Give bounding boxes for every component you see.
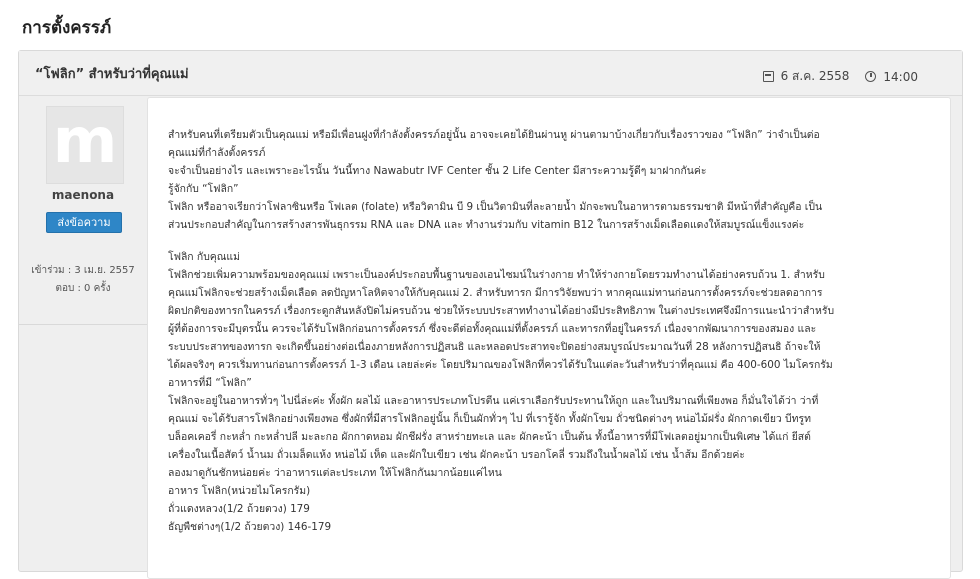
content-line: รู้จักกับ “โฟลิก” xyxy=(168,183,239,195)
send-message-button[interactable]: ส่งข้อความ xyxy=(46,212,122,233)
post-date: 6 ส.ค. 2558 xyxy=(780,69,850,83)
content-line: สำหรับคนที่เตรียมตัวเป็นคุณแม่ หรือมีเพื่อนฝูงที่กำลังตั้งครรภ์อยู่นั้น อาจจะเคยได้ยินผ่านหู ผ่านตามาบ้างเกี่ยวกับเรื่องราวของ “โฟลิก” ว่าจำเป็นต่อ xyxy=(168,129,820,141)
clock-icon xyxy=(865,71,876,82)
post-card xyxy=(18,50,963,572)
content-line: จะจำเป็นอย่างไร และเพราะอะไรนั้น วันนี้ทาง Nawabutr IVF Center ชั้น 2 Life Center มีสาระความรู้ดีๆ มาฝากกันค่ะ xyxy=(168,165,707,177)
content-line: โฟลิกช่วยเพิ่มความพร้อมของคุณแม่ เพราะเป็นองค์ประกอบพื้นฐานของเอนไซมน์ในร่างกาย ทำให้ร่างกายโดยรวมทำงานได้อย่างครบถ้วน 1. สำหรับ xyxy=(168,269,825,281)
content-line: ลองมาดูกันชักหน่อยค่ะ ว่าอาหารแต่ละประเภท ให้โฟลิกกันมากน้อยแค่ไหน xyxy=(168,467,502,479)
author-reply-count: ตอบ : 0 ครั้ง xyxy=(55,283,111,294)
post-content xyxy=(168,126,933,536)
content-line: ผู้ที่ต้องการจะมีบุตรนั้น ควรจะได้รับโฟลิกก่อนการตั้งครรภ์ ซึ่งจะดีต่อทั้งคุณแม่ที่ตั้งครรภ์ และทารกที่อยู่ในครรภ์ เนื่องจากพัฒนาการของสมอง และ xyxy=(168,323,817,335)
content-line: คุณแม่ที่กำลังตั้งครรภ์ xyxy=(168,147,266,159)
post-header xyxy=(19,51,962,96)
content-line: โฟลิก กับคุณแม่ xyxy=(168,251,240,263)
content-line: ธัญพืชต่างๆ(1/2 ถ้วยตวง) 146-179 xyxy=(168,521,332,533)
author-divider xyxy=(19,324,147,325)
post-title: “โฟลิก” สำหรับว่าที่คุณแม่ xyxy=(35,67,189,82)
author-panel xyxy=(19,96,147,571)
author-joined-date: เข้าร่วม : 3 เม.ย. 2557 xyxy=(31,265,135,276)
content-line: คุณแม่โฟลิกจะช่วยสร้างเม็ดเลือด ลดปัญหาโลหิตจางให้กับคุณแม่ 2. สำหรับทารก มีการวิจัยพบว่า หากคุณแม่ทานก่อนการตั้งครรภ์จะช่วยลดอาการ xyxy=(168,287,823,299)
calendar-icon xyxy=(763,71,774,82)
content-line: ส่วนประกอบสำคัญในการสร้างสารพันธุกรรม RNA และ DNA และ ทำงานร่วมกับ vitamin B12 ในการสร้างเม็ดเลือดแดงให้สมบูรณ์แข็งแรงค่ะ xyxy=(168,219,805,231)
content-line: ระบบประสาทของทารก จะเกิดขึ้นอย่างต่อเนื่องภายหลังการปฏิสนธิ และหลอดประสาทจะปิดอย่างสมบูรณ์ประมาณวันที่ 28 หลังการปฏิสนธิ ถ้าจะให้ xyxy=(168,341,821,353)
content-line: อาหารที่มี “โฟลิก” xyxy=(168,377,252,389)
post-meta xyxy=(763,67,918,86)
page-title: การตั้งครรภ์ xyxy=(22,18,112,38)
author-name[interactable]: maenona xyxy=(51,188,115,202)
post-time: 14:00 xyxy=(883,69,918,84)
content-line: ได้ผลจริงๆ ควรเริ่มทานก่อนการตั้งครรภ์ 1-3 เดือน เลยล่ะค่ะ โดยปริมาณของโฟลิกที่ควรได้รับในแต่ละวันสำหรับว่าที่คุณแม่ คือ 400-600 ไมโครกรัม xyxy=(168,359,833,371)
avatar-letter: m xyxy=(52,104,118,177)
content-line: เครื่องในเนื้อสัตว์ น้ำนม ถั่วเมล็ดแห้ง หน่อไม้ เห็ด และผักใบเขียว เช่น ผักคะน้า บรอกโคลี่ รวมถึงในน้ำผลไม้ เช่น น้ำส้ม อีกด้วยค่ะ xyxy=(168,449,745,461)
content-line: บล็อคเคอรี่ กะหล่ำ กะหล่ำปลี มะละกอ ผักกาดหอม ผักชีฝรั่ง สาหร่ายทะเล และ ผักคะน้า เป็นต้น ทั้งนี้อาหารที่มีโฟเลตอยู่มากเป็นพิเศษ ได้แก่ ยีสต์ xyxy=(168,431,811,443)
content-line: คุณแม่ จะได้รับสารโฟลิกอย่างเพียงพอ ซึ่งผักที่มีสารโฟลิกอยู่นั้น ก็เป็นผักทั่วๆ ไป ที่เรารู้จัก ทั้งผักโขม ถั่วชนิดต่างๆ หน่อไม้ฝรั่ง ผักกาดเขียว บีทรูท xyxy=(168,413,811,425)
content-line: ถั่วแดงหลวง(1/2 ถ้วยตวง) 179 xyxy=(168,503,310,515)
avatar[interactable] xyxy=(46,106,124,184)
post-body xyxy=(147,97,951,579)
content-line: โฟลิกจะอยู่ในอาหารทั่วๆ ไปนี่ล่ะค่ะ ทั้งผัก ผลไม้ และอาหารประเภทโปรตีน แค่เราเลือกรับประทานให้ถูก และในปริมาณที่เพียงพอ ก็มั่นใจได้ว่า ว่าที่ xyxy=(168,395,819,407)
top-bar xyxy=(0,0,980,50)
content-line: โฟลิก หรืออาจเรียกว่าโฟลาซินหรือ โฟเลต (folate) หรือวิตามิน บี 9 เป็นวิตามินที่ละลายน้ำ มักจะพบในอาหารตามธรรมชาติ มีหน้าที่สำคัญคือ เป็น xyxy=(168,201,823,213)
content-line: อาหาร โฟลิก(หน่วยไมโครกรัม) xyxy=(168,485,311,497)
content-line: ผิดปกติของทารกในครรภ์ เรื่องกระดูกสันหลังปิดไม่ครบถ้วน ช่วยให้ระบบประสาททำงานได้อย่างมีประสิทธิภาพ ในต่างประเทศจึงมีการแนะนำว่าสำหรับ xyxy=(168,305,835,317)
